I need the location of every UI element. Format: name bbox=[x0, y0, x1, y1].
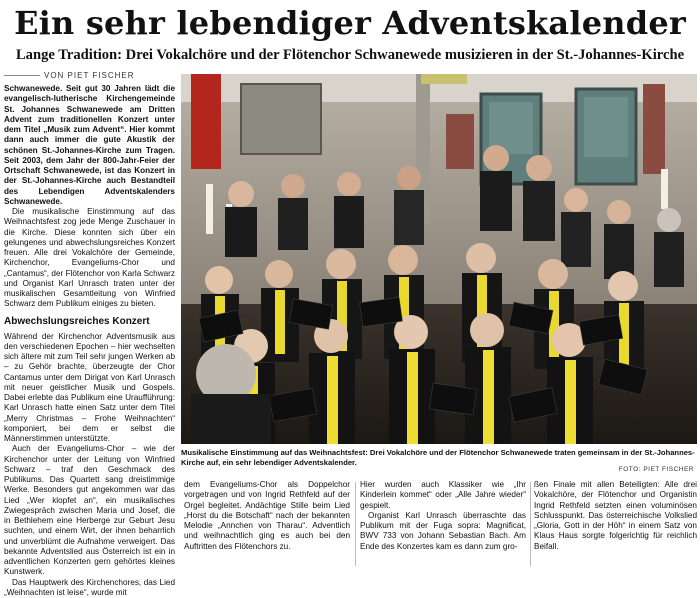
choir-photo-illustration bbox=[181, 74, 697, 444]
byline-rule bbox=[4, 75, 40, 76]
article-subheadline: Lange Tradition: Drei Vokalchöre und der Flötenchor Schwanewede musizieren in der St.-Johannes-Kirche bbox=[0, 46, 700, 64]
body-paragraph: ßen Finale mit allen Beteiligten: Alle drei Vokalchöre, der Flötenchor und Organistin Ingrid Rethfeld setzten einen voluminösen Schlusspunkt. Das österreichische Volkslied „Gloria, Gott in der Höh“ in einem Satz von Klaus Haus sorgte folgerichtig für reichlich Beifall. bbox=[534, 480, 697, 552]
body-paragraph: Das Hauptwerk des Kirchenchores, das Lied „Weihnachten ist leise“, wurde mit bbox=[4, 578, 175, 598]
body-paragraph: Auch der Evangeliums-Chor – wie der Kirchenchor unter der Leitung von Winfried Schwarz – traf den Geschmack des Publikums. Das Quartett sang dreistimmige Werke. Besonders gut angekommen war das Lied „Wer klopfet an“, ein musikalisches Zwiegespräch zwischen Maria und Josef, die in Bethlehem eine Herberge zur Geburt Jesu suchten, und einem Wirt, der ihnen beharrlich und unverblümt die Aufnahme verweigert. Das bekannte Adventslied aus Österreich ist ein in adventlichen Konzerten gern gehörtes kleines Kunstwerk. bbox=[4, 444, 175, 577]
bottom-column-1 bbox=[184, 480, 350, 568]
column-divider bbox=[355, 482, 356, 566]
left-text-column bbox=[4, 84, 175, 464]
body-paragraph: dem Evangeliums-Chor als Doppelchor vorgetragen und von Ingrid Rethfeld auf der Orgel begleitet. Andächtige Stille beim Lied „Horst du die Botschaft“ nach der bekannten Melodie „Annchen von Tharau“. Adventlich und weihnachtlich ging es auch bei den Auftritten des Flötenchors zu. bbox=[184, 480, 350, 552]
body-paragraph: Die musikalische Einstimmung auf das Weihnachtsfest zog jede Menge Zuschauer in die Kirche. Diese konnten sich über ein gelungenes und abwechslungsreiches Konzert freuen. Alle drei Vokalchöre der Gemeinde, Kirchenchor, Evangeliums-Chor und „Cantamus“, der Flötenchor von Karla Schwarz und Organist Karl Unrasch traten unter der musikalischen Gesamtleitung von Winfried Schwarz dem Publikum einiges zu bieten. bbox=[4, 207, 175, 310]
article-byline: VON PIET FISCHER bbox=[44, 71, 135, 80]
bottom-column-3 bbox=[534, 480, 697, 568]
photo-caption: Musikalische Einstimmung auf das Weihnachtsfest: Drei Vokalchöre und der Flötenchor Schwanewede traten gemeinsam in der St.-Johannes-Kirche auf, ein sehr lebendiger Adventskalender. bbox=[181, 448, 697, 467]
body-paragraph: Organist Karl Unrasch überraschte das Publikum mit der Fuga sopra: Magnificat, BWV 733 von Johann Sebastian Bach. Am Ende des Konzertes kam es dann zum gro- bbox=[360, 511, 526, 552]
photo-credit: FOTO: PIET FISCHER bbox=[619, 466, 694, 473]
column-divider bbox=[530, 482, 531, 566]
bottom-column-2 bbox=[360, 480, 526, 568]
choir-photo bbox=[181, 74, 697, 444]
body-paragraph: Hier wurden auch Klassiker wie „Ihr Kinderlein kommet“ oder „Alle Jahre wieder“ gespielt. bbox=[360, 480, 526, 511]
lead-paragraph: Schwanewede. Seit gut 30 Jahren lädt die evangelisch-lutherische Kirchengemeinde St. Johannes Schwanewede am Dritten Advent zum traditionellen Konzert unter dem Titel „Musik zum Advent“. Hier kommt dann auch immer die gute Akustik der schönen St.-Johannes-Kirche zum Tragen. Seit 2003, dem Jahr der 800-Jahr-Feier der Ortschaft Schwanewede, ist das Konzert in der St.-Johannes-Kirche auch Bestandteil des Lebendigen Adventskalenders Schwanewede. bbox=[4, 84, 175, 207]
section-subheading: Abwechslungsreiches Konzert bbox=[4, 316, 175, 327]
body-paragraph: Während der Kirchenchor Adventsmusik aus den verschiedenen Epochen – hier wechselten sich ältere mit zum Teil sehr jungen Werken ab – zu Gehör brachte, überzeugte der Chor Cantamus unter dem Dirigat von Karl Unrasch mit neuer geistlicher Musik und Gospels. Dabei erlebte das Publikum eine Uraufführung: Karl Unrasch hatte einen Satz unter dem Titel „Merry Christmas – Frohe Weihnachten“ komponiert, bei dem er selbst die Männerstimmen unterstützte. bbox=[4, 332, 175, 445]
article-headline: Ein sehr lebendiger Adventskalender bbox=[0, 4, 700, 42]
